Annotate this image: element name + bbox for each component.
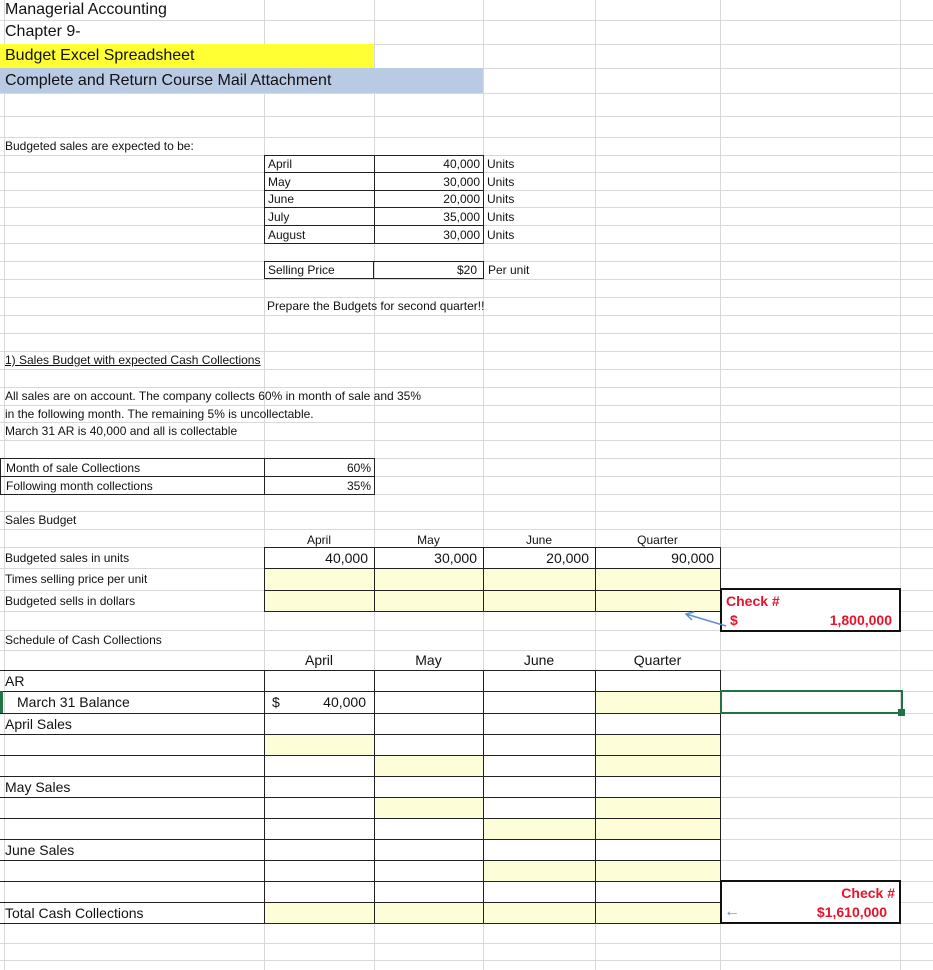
cs-cell-r0-c1[interactable] (374, 670, 484, 692)
cs-cell-r6-c2[interactable] (483, 797, 596, 819)
month-of-sale-label[interactable]: Month of sale Collections (0, 458, 265, 477)
selling-price-value[interactable]: $20 (373, 261, 484, 279)
cs-cell-r3-c3[interactable] (595, 734, 721, 756)
sales-unit-label-0: Units (487, 157, 515, 171)
sb-cell-r2-c0[interactable] (264, 590, 375, 612)
cs-cell-r7-c0[interactable] (264, 818, 375, 840)
sb-header-may: May (417, 533, 440, 547)
cs-cell-r9-c0[interactable] (264, 860, 375, 882)
sales-unit-label-2: Units (487, 192, 515, 206)
cs-cell-r2-c1[interactable] (374, 713, 484, 735)
sb-header-quarter: Quarter (637, 533, 678, 547)
title-chapter: Chapter 9- (5, 23, 81, 40)
sales-month-3[interactable]: July (264, 207, 375, 226)
selected-cell[interactable] (720, 690, 903, 714)
sales-units-2[interactable]: 20,000 (374, 190, 484, 208)
cs-cell-r1-c2[interactable] (483, 691, 596, 714)
cs-label-cell-7[interactable] (0, 818, 265, 840)
selling-price-label[interactable]: Selling Price (264, 261, 374, 279)
selling-price-unit: Per unit (488, 263, 530, 277)
sales-budget-title: Sales Budget (5, 513, 77, 527)
title-budget-spreadsheet: Budget Excel Spreadsheet (0, 44, 374, 68)
sales-units-4[interactable]: 30,000 (374, 225, 484, 244)
note-line-3: March 31 AR is 40,000 and all is collectable (5, 424, 238, 438)
section1-title: 1) Sales Budget with expected Cash Collections (5, 353, 261, 367)
cs-header-june: June (523, 652, 555, 668)
cs-cell-r10-c1[interactable] (374, 881, 484, 903)
march-balance-label: March 31 Balance (0, 691, 264, 713)
check-label-cash: Check # (841, 885, 895, 901)
sales-units-1[interactable]: 30,000 (374, 172, 484, 191)
check-label-sales: Check # (726, 593, 780, 609)
sales-month-1[interactable]: May (264, 172, 375, 191)
sb-cell-r2-c2[interactable] (483, 590, 596, 612)
note-line-1: All sales are on account. The company collects 60% in month of sale and 35% (5, 389, 422, 403)
sales-unit-label-1: Units (487, 174, 515, 189)
cs-cell-r8-c2[interactable] (483, 839, 596, 861)
cs-cell-r11-c1[interactable] (374, 902, 484, 924)
total-collections-label: Total Cash Collections (5, 904, 144, 921)
cs-cell-r7-c1[interactable] (374, 818, 484, 840)
cs-cell-r0-c2[interactable] (483, 670, 596, 692)
sb-cell-r0-c3[interactable]: 90,000 (595, 547, 721, 569)
cs-cell-r4-c0[interactable] (264, 755, 375, 777)
sb-cell-r0-c0[interactable]: 40,000 (264, 547, 375, 569)
cs-cell-r4-c1[interactable] (374, 755, 484, 777)
cs-cell-r7-c3[interactable] (595, 818, 721, 840)
cs-cell-r0-c0[interactable] (264, 670, 375, 692)
cs-cell-r5-c0[interactable] (264, 776, 375, 798)
cs-cell-r2-c2[interactable] (483, 713, 596, 735)
sales-month-4[interactable]: August (264, 225, 375, 244)
title-managerial-accounting: Managerial Accounting (5, 1, 167, 18)
sales-units-0[interactable]: 40,000 (374, 155, 484, 173)
check-value-sales: 1,800,000 (829, 612, 892, 628)
march-balance-value: 40,000 (323, 694, 366, 710)
sales-month-2[interactable]: June (264, 190, 375, 208)
month-of-sale-value[interactable]: 60% (264, 458, 375, 477)
cs-cell-r8-c1[interactable] (374, 839, 484, 861)
cs-cell-r10-c0[interactable] (264, 881, 375, 903)
sb-cell-r1-c3[interactable] (595, 568, 721, 591)
check-value-cash: $1,610,000 (816, 904, 887, 920)
following-month-value[interactable]: 35% (264, 476, 375, 495)
cs-cell-r2-c0[interactable] (264, 713, 375, 735)
sb-cell-r1-c2[interactable] (483, 568, 596, 591)
cs-cell-r9-c1[interactable] (374, 860, 484, 882)
cs-cell-r8-c3[interactable] (595, 839, 721, 861)
cs-cell-r11-c2[interactable] (483, 902, 596, 924)
sb-cell-r2-c1[interactable] (374, 590, 484, 612)
sb-cell-r2-c3[interactable] (595, 590, 721, 612)
march-balance-currency: $ (272, 694, 280, 710)
ar-label: AR (5, 672, 25, 689)
cs-header-may: May (415, 652, 442, 668)
cash-schedule-title: Schedule of Cash Collections (5, 633, 162, 647)
cs-label-cell-9[interactable] (0, 860, 265, 882)
cs-cell-r3-c0[interactable] (264, 734, 375, 756)
cs-cell-r3-c2[interactable] (483, 734, 596, 756)
cs-cell-r6-c3[interactable] (595, 797, 721, 819)
cs-label-cell-4[interactable] (0, 755, 265, 777)
sales-month-0[interactable]: April (264, 155, 375, 173)
cs-cell-r8-c0[interactable] (264, 839, 375, 861)
cs-cell-r6-c1[interactable] (374, 797, 484, 819)
cs-cell-r11-c0[interactable] (264, 902, 375, 924)
following-month-label[interactable]: Following month collections (0, 476, 265, 495)
title-complete-return: Complete and Return Course Mail Attachment (0, 68, 483, 93)
sb-header-june: June (525, 533, 553, 547)
sb-cell-r0-c1[interactable]: 30,000 (374, 547, 484, 569)
cs-header-april: April (304, 652, 333, 668)
sb-cell-r1-c0[interactable] (264, 568, 375, 591)
may-sales-label: May Sales (5, 778, 71, 795)
cs-cell-r6-c0[interactable] (264, 797, 375, 819)
fill-handle[interactable] (898, 709, 905, 716)
cs-cell-r10-c2[interactable] (483, 881, 596, 903)
cs-cell-r11-c3[interactable] (595, 902, 721, 924)
cs-header-quarter: Quarter (633, 652, 682, 668)
cs-label-cell-3[interactable] (0, 734, 265, 756)
sales-unit-label-3: Units (487, 209, 515, 224)
arrow-left-icon: ← (724, 903, 740, 920)
note-line-2: in the following month. The remaining 5% is uncollectable. (5, 406, 314, 421)
cs-cell-r1-c3[interactable] (595, 691, 721, 714)
sb-cell-r1-c1[interactable] (374, 568, 484, 591)
instruction-text: Prepare the Budgets for second quarter!! (267, 299, 485, 313)
cs-cell-r3-c1[interactable] (374, 734, 484, 756)
sales-units-3[interactable]: 35,000 (374, 207, 484, 226)
june-sales-label: June Sales (5, 841, 75, 858)
cs-label-cell-6[interactable] (0, 797, 265, 819)
cs-cell-r7-c2[interactable] (483, 818, 596, 840)
cs-cell-r4-c3[interactable] (595, 755, 721, 777)
cs-cell-r5-c1[interactable] (374, 776, 484, 798)
sales-unit-label-4: Units (487, 227, 515, 242)
sb-row-price-label: Times selling price per unit (5, 572, 148, 586)
sb-row-dollars-label: Budgeted sells in dollars (5, 593, 136, 608)
budgeted-sales-intro: Budgeted sales are expected to be: (5, 139, 194, 153)
cs-cell-r9-c2[interactable] (483, 860, 596, 882)
cs-cell-r0-c3[interactable] (595, 670, 721, 692)
cs-cell-r5-c2[interactable] (483, 776, 596, 798)
cs-cell-r2-c3[interactable] (595, 713, 721, 735)
arrow-icon (670, 610, 730, 630)
cs-cell-r4-c2[interactable] (483, 755, 596, 777)
sb-row-units-label: Budgeted sales in units (5, 550, 130, 565)
cs-cell-r1-c1[interactable] (374, 691, 484, 714)
sb-header-april: April (306, 533, 331, 547)
sb-cell-r0-c2[interactable]: 20,000 (483, 547, 596, 569)
cs-cell-r9-c3[interactable] (595, 860, 721, 882)
cs-cell-r5-c3[interactable] (595, 776, 721, 798)
cs-label-cell-10[interactable] (0, 881, 265, 903)
check-currency-sales: $ (730, 612, 738, 628)
april-sales-label: April Sales (5, 715, 72, 732)
cs-cell-r10-c3[interactable] (595, 881, 721, 903)
